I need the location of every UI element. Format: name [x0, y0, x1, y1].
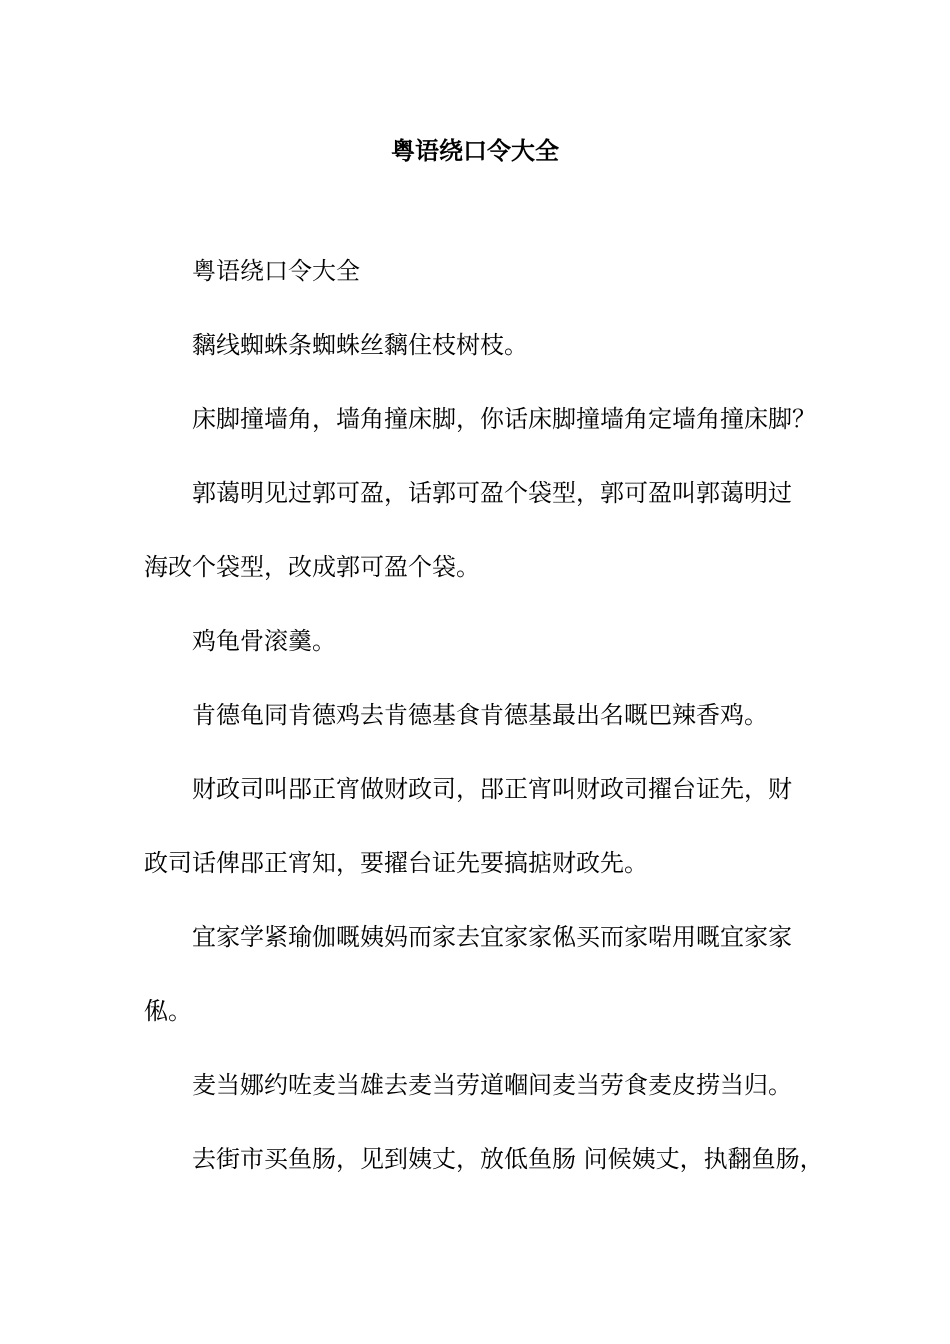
paragraph	[144, 1141, 824, 1178]
document-body	[144, 253, 824, 1215]
paragraph-line: 粤语绕口令大全	[192, 257, 360, 285]
paragraph-line: 黐线蜘蛛条蜘蛛丝黐住枝树枝。	[192, 331, 528, 359]
paragraph	[144, 475, 809, 586]
paragraph	[144, 401, 816, 438]
paragraph-line: 俬。	[144, 997, 192, 1025]
paragraph-line: 肯德龟同肯德鸡去肯德基食肯德基最出名嘅巴辣香鸡。	[192, 701, 768, 729]
paragraph	[144, 327, 809, 364]
document-title: 粤语绕口令大全	[391, 137, 559, 165]
paragraph	[144, 253, 809, 290]
paragraph	[144, 697, 809, 734]
paragraph-line: 床脚撞墙角，墙角撞床脚，你话床脚撞墙角定墙角撞床脚？	[192, 405, 816, 433]
paragraph	[144, 1067, 809, 1104]
paragraph-line: 政司话俾郘正宵知，要擢台证先要搞掂财政先。	[144, 849, 648, 877]
paragraph-line: 财政司叫郘正宵做财政司，郘正宵叫财政司擢台证先，财	[192, 775, 792, 803]
paragraph-line: 去街市买鱼肠，见到姨丈，放低鱼肠 问候姨丈，执翻鱼肠，	[192, 1145, 824, 1173]
paragraph	[144, 919, 809, 1030]
paragraph	[144, 623, 809, 660]
paragraph-line: 宜家学紧瑜伽嘅姨妈而家去宜家家俬买而家啱用嘅宜家家	[192, 923, 792, 951]
paragraph-line: 鸡龟骨滚羹。	[192, 627, 336, 655]
paragraph-line: 郭蔼明见过郭可盈，话郭可盈个袋型，郭可盈叫郭蔼明过	[192, 479, 792, 507]
paragraph-line: 麦当娜约咗麦当雄去麦当劳道嗰间麦当劳食麦皮捞当归。	[192, 1071, 792, 1099]
paragraph	[144, 771, 809, 882]
paragraph-line: 海改个袋型，改成郭可盈个袋。	[144, 553, 480, 581]
